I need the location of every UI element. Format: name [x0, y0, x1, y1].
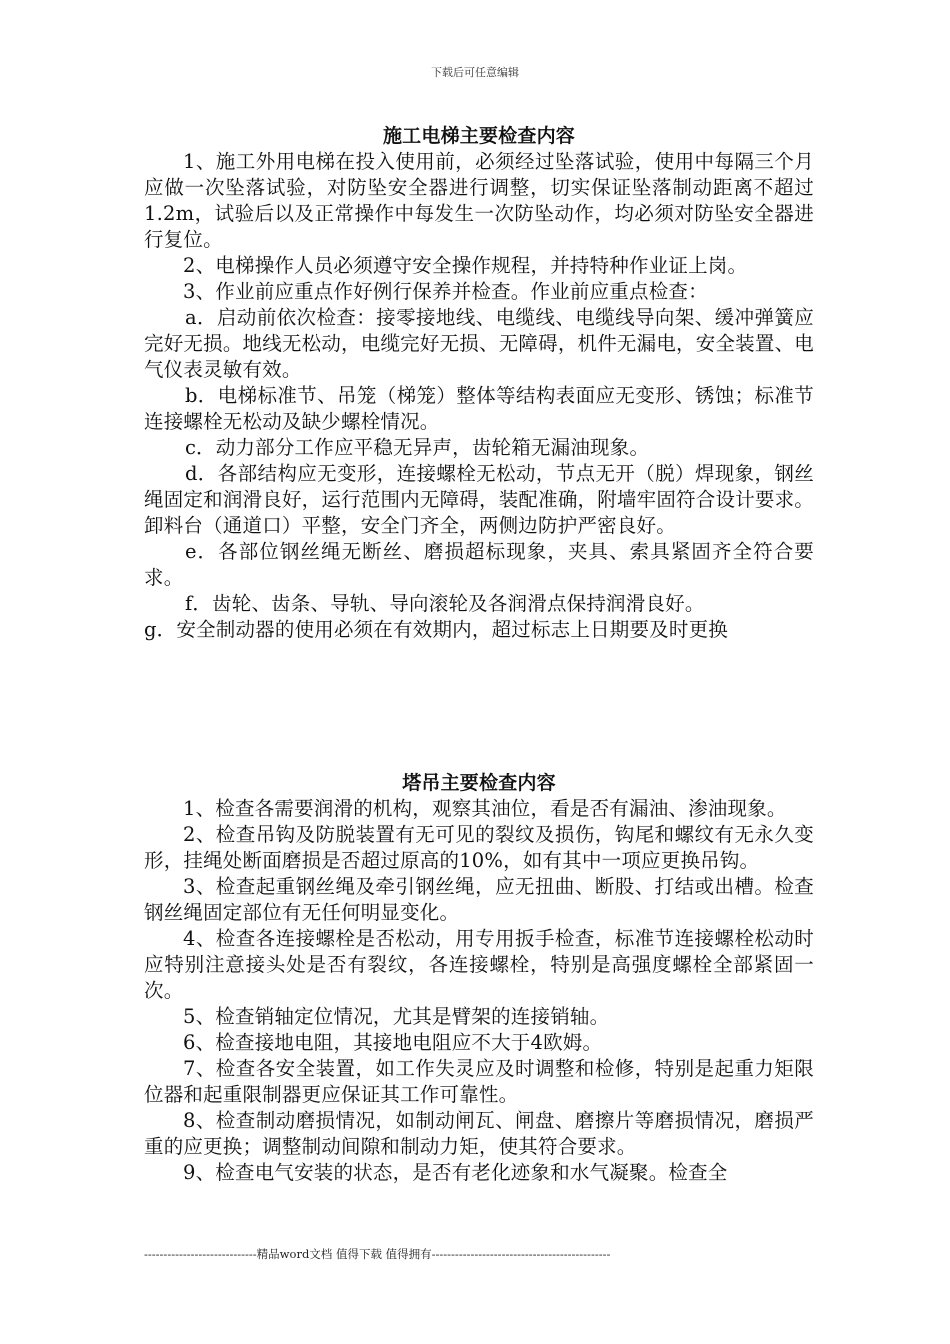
page-header: 下载后可任意编辑: [431, 66, 519, 79]
elevator-item-c: c．动力部分工作应平稳无异声，齿轮箱无漏油现象。: [184, 436, 650, 459]
elevator-item-d: d．各部结构应无变形，连接螺栓无松动，节点无开（脱）焊现象，钢丝绳固定和润滑良好，运行范围内无障碍，装配准确，附墙牢固符合设计要求。卸料台（通道口）平整，安全门齐全，两侧边防护严密良好。: [144, 462, 814, 537]
elevator-item-2: 2、电梯操作人员必须遵守安全操作规程，并持特种作业证上岗。: [183, 254, 748, 277]
page-footer: -----------------------------精品word文档 值得下载 值得拥有----------------------------------------------: [144, 1247, 611, 1261]
elevator-item-b: b．电梯标准节、吊笼（梯笼）整体等结构表面应无变形、锈蚀；标准节连接螺栓无松动及缺少螺栓情况。: [144, 384, 814, 433]
crane-item-4: 4、检查各连接螺栓是否松动，用专用扳手检查，标准节连接螺栓松动时应特别注意接头处是否有裂纹，各连接螺栓，特别是高强度螺栓全部紧固一次。: [144, 927, 814, 1002]
elevator-title: 施工电梯主要检查内容: [382, 125, 575, 147]
elevator-item-e: e．各部位钢丝绳无断丝、磨损超标现象，夹具、索具紧固齐全符合要求。: [144, 540, 814, 589]
crane-item-2: 2、检查吊钩及防脱装置有无可见的裂纹及损伤，钩尾和螺纹有无永久变形，挂绳处断面磨损是否超过原高的10%，如有其中一项应更换吊钩。: [144, 823, 814, 872]
crane-section: [144, 770, 814, 1186]
crane-item-5: 5、检查销轴定位情况，尤其是臂架的连接销轴。: [183, 1005, 610, 1028]
crane-item-1: 1、检查各需要润滑的机构，观察其油位，看是否有漏油、渗油现象。: [183, 797, 787, 820]
crane-title: 塔吊主要检查内容: [402, 772, 556, 794]
elevator-item-1: 1、施工外用电梯在投入使用前，必须经过坠落试验，使用中每隔三个月应做一次坠落试验，对防坠安全器进行调整，切实保证坠落制动距离不超过1.2m，试验后以及正常操作中每发生一次防坠动作，均必须对防坠安全器进行复位。: [144, 150, 814, 251]
crane-item-6: 6、检查接地电阻，其接地电阻应不大于4欧姆。: [183, 1031, 603, 1054]
elevator-item-g: g．安全制动器的使用必须在有效期内，超过标志上日期要及时更换: [144, 618, 728, 641]
crane-item-9: 9、检查电气安装的状态，是否有老化迹象和水气凝聚。检查全: [183, 1161, 728, 1184]
elevator-item-f: f．齿轮、齿条、导轨、导向滚轮及各润滑点保持润滑良好。: [184, 592, 705, 615]
crane-item-3: 3、检查起重钢丝绳及牵引钢丝绳，应无扭曲、断股、打结或出槽。检查钢丝绳固定部位有无任何明显变化。: [144, 875, 814, 924]
crane-item-8: 8、检查制动磨损情况，如制动闸瓦、闸盘、磨擦片等磨损情况，磨损严重的应更换；调整制动间隙和制动力矩，使其符合要求。: [144, 1109, 814, 1158]
elevator-item-a: a．启动前依次检查：接零接地线、电缆线、电缆线导向架、缓冲弹簧应完好无损。地线无松动，电缆完好无损、无障碍，机件无漏电，安全装置、电气仪表灵敏有效。: [144, 306, 814, 381]
elevator-item-3: 3、作业前应重点作好例行保养并检查。作业前应重点检查：: [183, 280, 708, 303]
crane-item-7: 7、检查各安全装置，如工作失灵应及时调整和检修，特别是起重力矩限位器和起重限制器更应保证其工作可靠性。: [144, 1057, 814, 1106]
elevator-section: [144, 123, 814, 643]
